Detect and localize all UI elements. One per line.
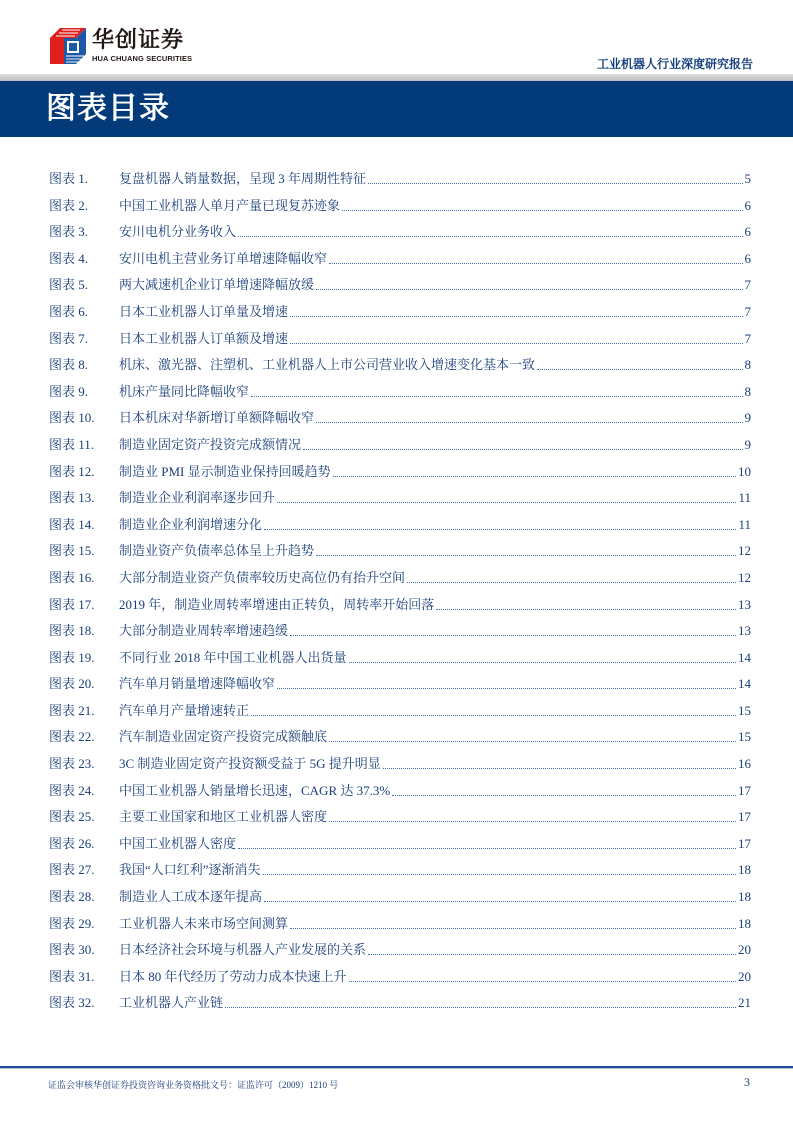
toc-page-number: 18 — [738, 862, 751, 878]
toc-figure-number: 图表 14. — [49, 516, 95, 532]
toc-entry[interactable] — [49, 727, 751, 754]
toc-figure-title: 安川电机分业务收入 — [119, 224, 237, 240]
logo-english-name: HUA CHUANG SECURITIES — [92, 54, 193, 63]
toc-leader-dots — [349, 648, 736, 663]
toc-figure-title: 日本工业机器人订单额及增速 — [119, 330, 289, 346]
toc-leader-dots — [264, 887, 736, 902]
toc-figure-number: 图表 28. — [49, 889, 95, 905]
toc-figure-number: 图表 17. — [49, 596, 95, 612]
toc-entry[interactable] — [49, 169, 751, 196]
toc-figure-number: 图表 9. — [49, 383, 89, 399]
toc-entry[interactable] — [49, 462, 751, 489]
toc-figure-title: 安川电机主营业务订单增速降幅收窄 — [119, 250, 328, 266]
toc-page-number: 6 — [744, 224, 751, 240]
toc-figure-number: 图表 5. — [49, 277, 89, 293]
toc-leader-dots — [277, 674, 736, 689]
toc-leader-dots — [316, 275, 742, 290]
toc-figure-title: 中国工业机器人单月产量已现复苏迹象 — [119, 197, 341, 213]
toc-figure-title: 复盘机器人销量数据，呈现 3 年周期性特征 — [119, 171, 367, 186]
section-banner — [0, 81, 793, 137]
toc-figure-title: 我国“人口红利”逐渐消失 — [119, 862, 261, 878]
toc-entry[interactable] — [49, 488, 751, 515]
toc-page-number: 6 — [744, 250, 751, 266]
toc-leader-dots — [263, 860, 736, 875]
toc-figure-title: 制造业资产负债率总体呈上升趋势 — [119, 543, 315, 559]
toc-figure-title: 汽车单月销量增速降幅收窄 — [119, 676, 276, 692]
toc-figure-number: 图表 26. — [49, 835, 95, 851]
toc-entry[interactable] — [49, 541, 751, 568]
toc-figure-number: 图表 30. — [49, 942, 95, 958]
footer-page-number: 3 — [744, 1075, 750, 1089]
toc-figure-title: 不同行业 2018 年中国工业机器人出货量 — [119, 649, 347, 665]
toc-entry[interactable] — [49, 275, 751, 302]
toc-entry[interactable] — [49, 701, 751, 728]
toc-entry[interactable] — [49, 249, 751, 276]
toc-figure-number: 图表 10. — [49, 410, 95, 426]
toc-figure-number: 图表 21. — [49, 702, 95, 718]
toc-leader-dots — [225, 993, 736, 1008]
toc-figure-title: 制造业人工成本逐年提高 — [119, 889, 263, 905]
toc-figure-title: 日本经济社会环境与机器人产业发展的关系 — [119, 942, 367, 958]
toc-figure-number: 图表 7. — [49, 330, 89, 346]
toc-entry[interactable] — [49, 302, 751, 329]
toc-leader-dots — [537, 355, 742, 370]
toc-leader-dots — [290, 621, 736, 636]
toc-page-number: 15 — [738, 702, 751, 718]
toc-page-number: 6 — [744, 197, 751, 213]
toc-entry[interactable] — [49, 568, 751, 595]
logo-chinese-name: 华创证券 — [92, 28, 185, 53]
toc-leader-dots — [407, 568, 736, 583]
toc-page-number: 20 — [738, 968, 751, 984]
toc-leader-dots — [316, 541, 736, 556]
footer-divider — [0, 1066, 793, 1069]
section-title: 图表目录 — [46, 91, 170, 126]
report-title: 工业机器人行业深度研究报告 — [596, 57, 753, 71]
toc-leader-dots — [349, 967, 736, 982]
toc-figure-title: 制造业固定资产投资完成额情况 — [119, 436, 302, 452]
toc-entry[interactable] — [49, 196, 751, 223]
toc-figure-title: 制造业 PMI 显示制造业保持回暖趋势 — [119, 463, 331, 479]
toc-page-number: 5 — [744, 171, 751, 186]
toc-figure-title: 大部分制造业周转率增速趋缓 — [119, 623, 289, 639]
toc-page-number: 20 — [738, 942, 751, 958]
toc-figure-title: 日本 80 年代经历了劳动力成本快速上升 — [119, 968, 347, 984]
toc-figure-number: 图表 6. — [49, 303, 89, 319]
toc-entry[interactable] — [49, 674, 751, 701]
toc-entry[interactable] — [49, 887, 751, 914]
toc-entry[interactable] — [49, 834, 751, 861]
toc-page-number: 10 — [738, 463, 751, 479]
toc-page-number: 12 — [738, 543, 751, 559]
toc-page-number: 12 — [738, 569, 751, 585]
toc-page-number: 7 — [744, 330, 751, 346]
toc-figure-number: 图表 23. — [49, 756, 95, 772]
toc-page-number: 14 — [738, 676, 751, 692]
toc-figure-number: 图表 13. — [49, 490, 95, 506]
toc-leader-dots — [238, 834, 736, 849]
toc-leader-dots — [264, 515, 736, 530]
toc-figure-title: 汽车单月产量增速转正 — [119, 702, 250, 718]
toc-entry[interactable] — [49, 940, 751, 967]
toc-figure-number: 图表 8. — [49, 357, 89, 373]
toc-page-number: 14 — [738, 649, 751, 665]
toc-figure-title: 日本工业机器人订单量及增速 — [119, 303, 289, 319]
toc-figure-number: 图表 1. — [49, 171, 89, 186]
company-logo — [50, 28, 200, 64]
toc-page-number: 11 — [738, 516, 751, 532]
toc-entry[interactable] — [49, 967, 751, 994]
toc-figure-number: 图表 16. — [49, 569, 95, 585]
toc-leader-dots — [368, 169, 742, 184]
toc-leader-dots — [436, 595, 736, 610]
toc-figure-number: 图表 12. — [49, 463, 95, 479]
toc-leader-dots — [383, 754, 736, 769]
toc-figure-title: 中国工业机器人销量增长迅速，CAGR 达 37.3% — [119, 782, 391, 798]
toc-entry[interactable] — [49, 781, 751, 808]
toc-entry[interactable] — [49, 754, 751, 781]
toc-figure-number: 图表 24. — [49, 782, 95, 798]
toc-page-number: 11 — [738, 490, 751, 506]
toc-entry[interactable] — [49, 408, 751, 435]
toc-figure-title: 制造业企业利润增速分化 — [119, 516, 263, 532]
toc-figure-title: 日本机床对华新增订单额降幅收窄 — [119, 410, 315, 426]
toc-entry[interactable] — [49, 382, 751, 409]
toc-leader-dots — [329, 727, 736, 742]
toc-figure-number: 图表 20. — [49, 676, 95, 692]
toc-entry[interactable] — [49, 515, 751, 542]
toc-figure-number: 图表 31. — [49, 968, 95, 984]
toc-figure-title: 中国工业机器人密度 — [119, 835, 237, 851]
toc-leader-dots — [368, 940, 736, 955]
toc-entry[interactable] — [49, 222, 751, 249]
toc-leader-dots — [277, 488, 736, 503]
toc-page-number: 18 — [738, 915, 751, 931]
toc-figure-title: 工业机器人未来市场空间测算 — [119, 915, 289, 931]
toc-page-number: 17 — [738, 782, 751, 798]
toc-figure-number: 图表 18. — [49, 623, 95, 639]
toc-page-number: 8 — [744, 357, 751, 373]
toc-leader-dots — [290, 329, 742, 344]
toc-leader-dots — [329, 249, 742, 264]
toc-figure-number: 图表 11. — [49, 436, 95, 452]
toc-page-number: 16 — [738, 756, 751, 772]
toc-entry[interactable] — [49, 595, 751, 622]
toc-figure-number: 图表 25. — [49, 809, 95, 825]
toc-page-number: 9 — [744, 410, 751, 426]
toc-page-number: 7 — [744, 277, 751, 293]
toc-figure-number: 图表 15. — [49, 543, 95, 559]
toc-figure-number: 图表 27. — [49, 862, 95, 878]
toc-leader-dots — [238, 222, 742, 237]
toc-leader-dots — [290, 914, 736, 929]
toc-entry[interactable] — [49, 355, 751, 382]
toc-figure-title: 机床、激光器、注塑机、工业机器人上市公司营业收入增速变化基本一致 — [119, 357, 536, 373]
toc-figure-number: 图表 29. — [49, 915, 95, 931]
toc-figure-number: 图表 2. — [49, 197, 89, 213]
toc-figure-title: 2019 年，制造业周转率增速由正转负，周转率开始回落 — [119, 596, 435, 612]
toc-entry[interactable] — [49, 621, 751, 648]
toc-leader-dots — [392, 781, 736, 796]
toc-leader-dots — [303, 435, 742, 450]
page-header — [0, 0, 793, 74]
toc-leader-dots — [342, 196, 742, 211]
toc-page-number: 13 — [738, 623, 751, 639]
toc-page-number: 7 — [744, 303, 751, 319]
toc-figure-title: 两大减速机企业订单增速降幅放缓 — [119, 277, 315, 293]
footer-license-text: 证监会审核华创证券投资咨询业务资格批文号：证监许可（2009）1210 号 — [48, 1080, 339, 1090]
toc-figure-number: 图表 3. — [49, 224, 89, 240]
toc-figure-title: 机床产量同比降幅收窄 — [119, 383, 250, 399]
toc-figure-title: 工业机器人产业链 — [119, 995, 224, 1011]
toc-figure-title: 制造业企业利润率逐步回升 — [119, 490, 276, 506]
table-of-figures — [49, 169, 751, 1020]
toc-leader-dots — [316, 408, 742, 423]
toc-figure-number: 图表 19. — [49, 649, 95, 665]
toc-page-number: 18 — [738, 889, 751, 905]
toc-figure-number: 图表 4. — [49, 250, 89, 266]
toc-page-number: 21 — [738, 995, 751, 1011]
toc-entry[interactable] — [49, 329, 751, 356]
toc-page-number: 8 — [744, 383, 751, 399]
toc-leader-dots — [333, 462, 736, 477]
toc-figure-number: 图表 32. — [49, 995, 95, 1011]
toc-page-number: 9 — [744, 436, 751, 452]
toc-figure-number: 图表 22. — [49, 729, 95, 745]
toc-leader-dots — [251, 701, 736, 716]
toc-entry[interactable] — [49, 914, 751, 941]
logo-cube-icon — [50, 28, 86, 64]
toc-figure-title: 3C 制造业固定资产投资额受益于 5G 提升明显 — [119, 756, 381, 772]
toc-figure-title: 主要工业国家和地区工业机器人密度 — [119, 809, 328, 825]
header-separator — [0, 74, 793, 81]
toc-entry[interactable] — [49, 860, 751, 887]
toc-figure-title: 汽车制造业固定资产投资完成额触底 — [119, 729, 328, 745]
toc-leader-dots — [251, 382, 742, 397]
toc-figure-title: 大部分制造业资产负债率较历史高位仍有抬升空间 — [119, 569, 406, 585]
toc-leader-dots — [329, 807, 736, 822]
toc-page-number: 17 — [738, 809, 751, 825]
toc-entry[interactable] — [49, 807, 751, 834]
toc-page-number: 13 — [738, 596, 751, 612]
toc-page-number: 15 — [738, 729, 751, 745]
toc-entry[interactable] — [49, 993, 751, 1020]
toc-entry[interactable] — [49, 648, 751, 675]
toc-page-number: 17 — [738, 835, 751, 851]
toc-entry[interactable] — [49, 435, 751, 462]
toc-leader-dots — [290, 302, 742, 317]
